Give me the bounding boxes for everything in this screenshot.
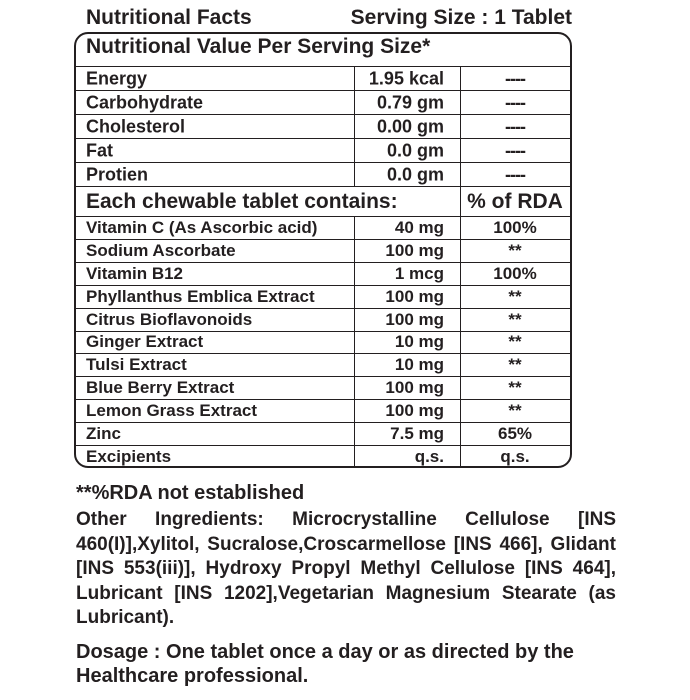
table-row bbox=[76, 90, 570, 114]
ingredient-name: Citrus Bioflavonoids bbox=[86, 309, 253, 329]
ingredient-value: 100 mg bbox=[385, 240, 444, 260]
ingredient-name: Vitamin B12 bbox=[86, 263, 184, 283]
ingredient-value: 1 mcg bbox=[394, 263, 444, 283]
ingredient-value: 10 mg bbox=[394, 355, 444, 375]
ingredient-name: Zinc bbox=[86, 424, 121, 444]
ingredient-name: Blue Berry Extract bbox=[86, 378, 235, 398]
nutrient-rda: ---- bbox=[505, 116, 525, 136]
table-row bbox=[76, 376, 570, 399]
table-row bbox=[76, 331, 570, 354]
ingredient-name: Excipients bbox=[86, 446, 172, 466]
column-divider bbox=[354, 66, 355, 186]
nutrient-value: 0.79 gm bbox=[376, 92, 444, 112]
ingredient-name: Ginger Extract bbox=[86, 332, 204, 352]
ingredient-rda: ** bbox=[508, 309, 522, 329]
nutrient-value: 0.00 gm bbox=[376, 116, 444, 136]
nutrient-rda: ---- bbox=[505, 68, 525, 88]
tablet-contents-header bbox=[76, 186, 570, 216]
column-divider bbox=[354, 216, 355, 467]
table-row bbox=[76, 445, 570, 467]
ingredient-name: Lemon Grass Extract bbox=[86, 401, 258, 421]
ingredient-rda: q.s. bbox=[500, 446, 530, 466]
nutrient-rda: ---- bbox=[505, 164, 525, 184]
table-row bbox=[76, 353, 570, 376]
column-divider bbox=[460, 66, 461, 467]
ingredient-value: 40 mg bbox=[394, 217, 444, 237]
nutrition-facts-title: Nutritional Facts bbox=[86, 6, 252, 29]
nutrient-rda: ---- bbox=[505, 92, 525, 112]
rda-column-header: % of RDA bbox=[467, 189, 563, 213]
ingredient-rda: 100% bbox=[493, 217, 537, 237]
nutrient-name: Carbohydrate bbox=[86, 92, 204, 112]
table-row bbox=[76, 422, 570, 445]
ingredient-rda: ** bbox=[508, 355, 522, 375]
ingredient-value: 10 mg bbox=[394, 332, 444, 352]
ingredient-rda: ** bbox=[508, 378, 522, 398]
table-row bbox=[76, 262, 570, 285]
nutrient-name: Energy bbox=[86, 68, 148, 88]
nutrient-value: 0.0 gm bbox=[386, 164, 444, 184]
table-row bbox=[76, 66, 570, 90]
serving-size: Serving Size : 1 Tablet bbox=[350, 6, 572, 29]
ingredient-rda: 65% bbox=[497, 424, 533, 444]
table-row bbox=[76, 138, 570, 162]
ingredient-name: Phyllanthus Emblica Extract bbox=[86, 286, 315, 306]
table-row bbox=[76, 114, 570, 138]
ingredient-value: 100 mg bbox=[385, 378, 444, 398]
nutrient-rda: ---- bbox=[505, 140, 525, 160]
table-row bbox=[76, 162, 570, 186]
ingredient-value: 100 mg bbox=[385, 401, 444, 421]
nutrient-name: Fat bbox=[86, 140, 113, 160]
ingredient-value: 7.5 mg bbox=[390, 424, 444, 444]
table-row bbox=[76, 285, 570, 308]
table-row bbox=[76, 308, 570, 331]
ingredient-value: q.s. bbox=[414, 446, 444, 466]
rda-footnote: **%RDA not established bbox=[76, 482, 305, 504]
ingredient-name: Vitamin C (As Ascorbic acid) bbox=[86, 217, 318, 237]
ingredient-name: Tulsi Extract bbox=[86, 355, 187, 375]
table-row bbox=[76, 399, 570, 422]
ingredient-rda: ** bbox=[508, 332, 522, 352]
ingredient-rda: ** bbox=[508, 286, 522, 306]
other-ingredients: Other Ingredients: Microcrystalline Cellulose [INS 460(I)],Xylitol, Sucralose,Croscarmellose [INS 466], Glidant [INS 553(iii)], Hydroxy Propyl Methyl Cellulose [INS 464], Lubricant [INS 1202],Vegetarian Magnesium Stearate (as Lubricant). bbox=[76, 509, 616, 628]
nutrient-value: 1.95 kcal bbox=[368, 68, 444, 88]
ingredient-value: 100 mg bbox=[385, 309, 444, 329]
table-row bbox=[76, 216, 570, 239]
section-title: Nutritional Value Per Serving Size* bbox=[86, 35, 431, 58]
ingredient-rda: ** bbox=[508, 240, 522, 260]
label-header bbox=[86, 6, 572, 32]
table-row bbox=[76, 239, 570, 262]
nutrient-value: 0.0 gm bbox=[386, 140, 444, 160]
dosage-instructions: Dosage : One tablet once a day or as directed by the Healthcare professional. bbox=[76, 641, 574, 687]
ingredient-value: 100 mg bbox=[385, 286, 444, 306]
ingredient-name: Sodium Ascorbate bbox=[86, 240, 236, 260]
tablet-contents-label: Each chewable tablet contains: bbox=[86, 189, 398, 213]
ingredient-rda: 100% bbox=[493, 263, 537, 283]
nutrient-name: Protien bbox=[86, 164, 149, 184]
ingredient-rda: ** bbox=[508, 401, 522, 421]
nutrient-name: Cholesterol bbox=[86, 116, 186, 136]
